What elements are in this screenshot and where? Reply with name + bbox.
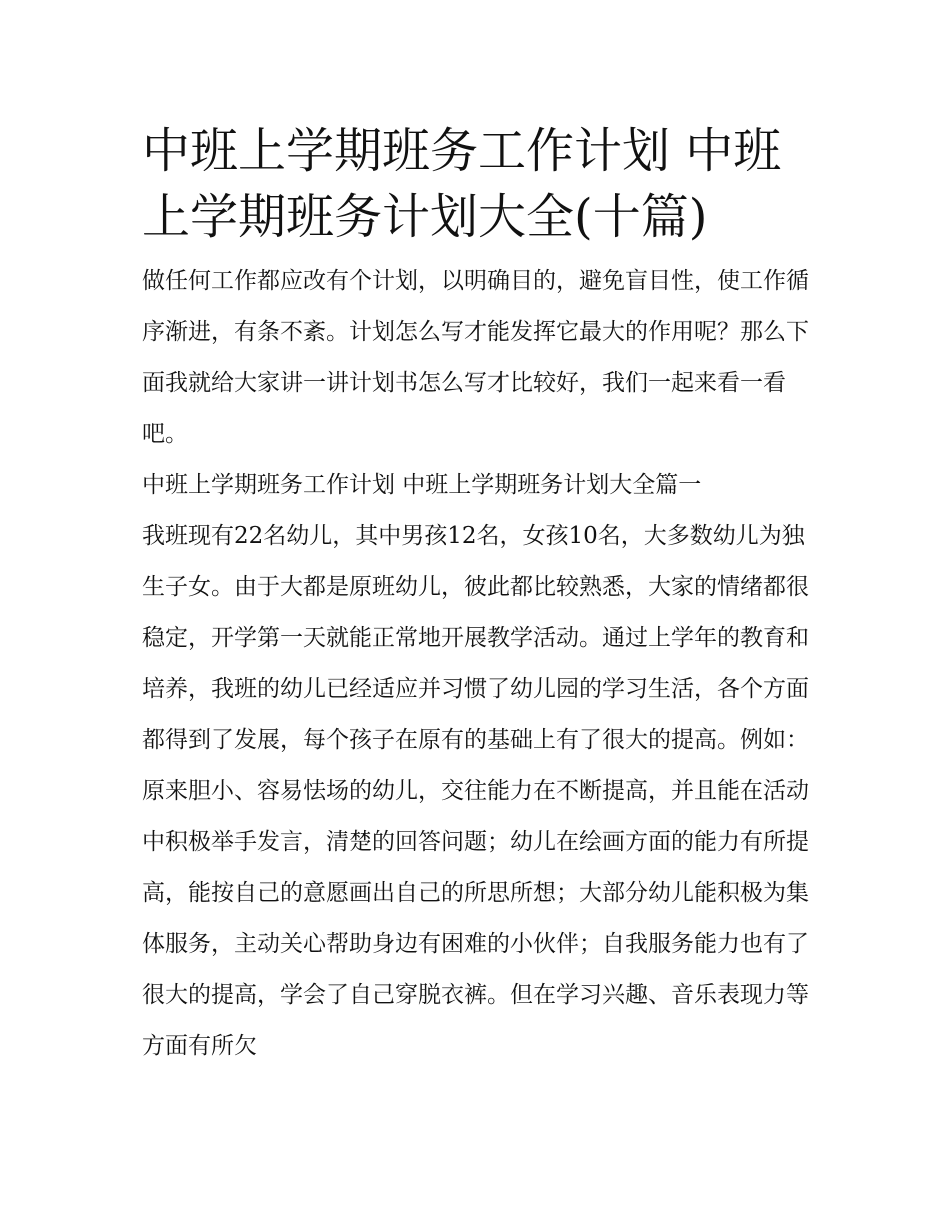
section-heading: 中班上学期班务工作计划 中班上学期班务计划大全篇一 [142, 472, 702, 498]
document-title: 中班上学期班务工作计划 中班上学期班务计划大全(十篇) [142, 123, 782, 245]
intro-paragraph: 做任何工作都应改有个计划，以明确目的，避免盲目性，使工作循序渐进，有条不紊。计划怎么写才能发挥它最大的作用呢？那么下面我就给大家讲一讲计划书怎么写才比较好，我们一起来看一看吧。 [142, 268, 809, 447]
section-body-paragraph: 我班现有22名幼儿，其中男孩12名，女孩10名，大多数幼儿为独生子女。由于大都是原班幼儿，彼此都比较熟悉，大家的情绪都很稳定，开学第一天就能正常地开展教学活动。通过上学年的教育和培养，我班的幼儿已经适应并习惯了幼儿园的学习生活，各个方面都得到了发展，每个孩子在原有的基础上有了很大的提高。例如：原来胆小、容易怯场的幼儿，交往能力在不断提高，并且能在活动中积极举手发言，清楚的回答问题；幼儿在绘画方面的能力有所提高，能按自己的意愿画出自己的所思所想；大部分幼儿能积极为集体服务，主动关心帮助身边有困难的小伙伴；自我服务能力也有了很大的提高，学会了自己穿脱衣裤。但在学习兴趣、音乐表现力等方面有所欠 [142, 523, 809, 1059]
document-content [142, 118, 812, 1072]
